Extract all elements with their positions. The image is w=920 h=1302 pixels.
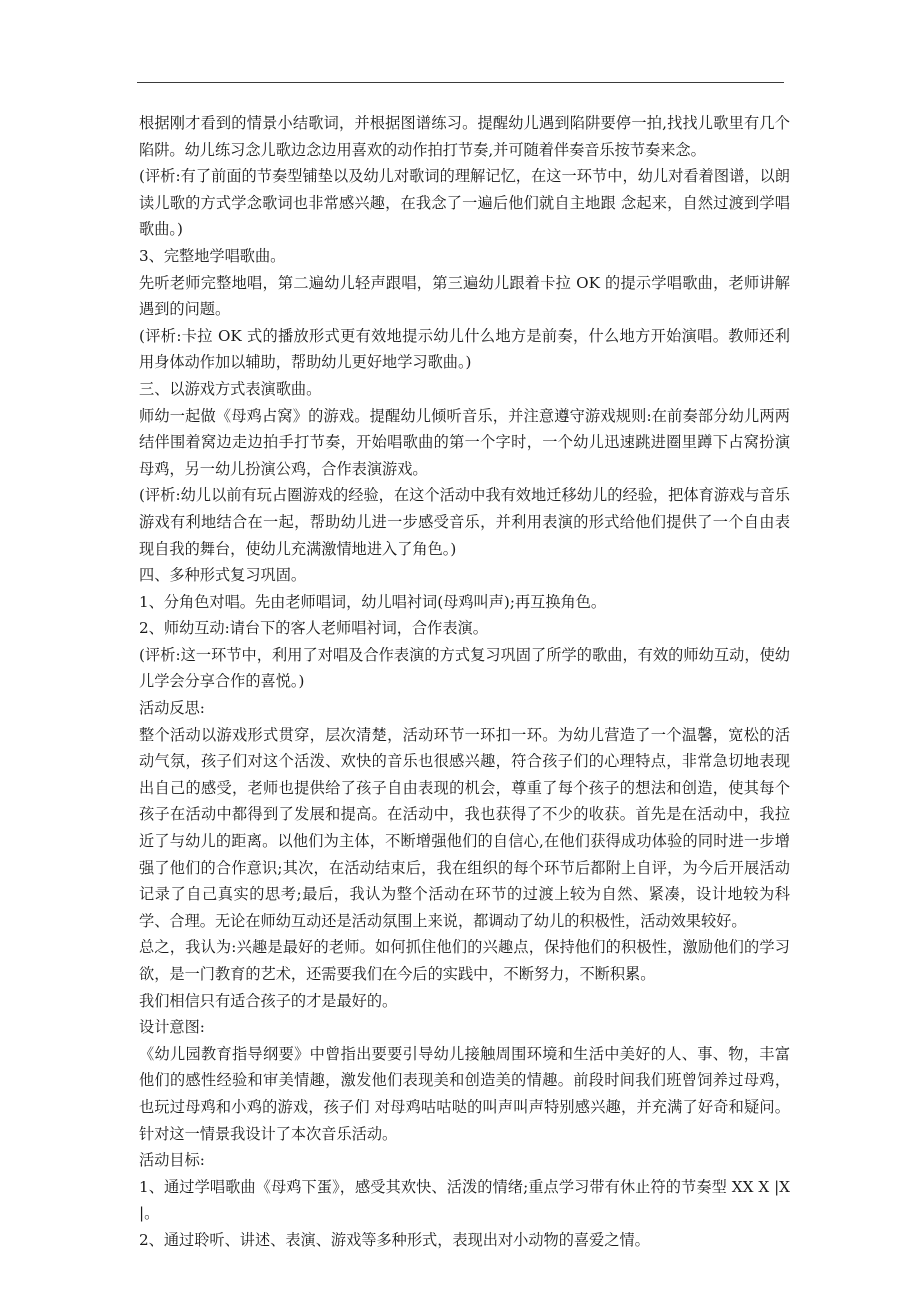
paragraph: (评析:有了前面的节奏型铺垫以及幼儿对歌词的理解记忆，在这一环节中，幼儿对看着图谱，以朗读儿歌的方式学念歌词也非常感兴趣，在我念了一遍后他们就自主地跟 念起来，自然过渡到学唱歌曲。) (139, 167, 790, 239)
paragraph: 整个活动以游戏形式贯穿，层次清楚，活动环节一环扣一环。为幼儿营造了一个温馨，宽松的活动气氛，孩子们对这个活泼、欢快的音乐也很感兴趣，符合孩子们的心理特点，非常急切地表现出自己的感受，老师也提供给了孩子自由表现的机会，尊重了每个孩子的想法和创造，使其每个孩子在活动中都得到了发展和提高。在活动中，我也获得了不少的收获。首先是在活动中，我拉近了与幼儿的距离。以他们为主体，不断增强他们的自信心,在他们获得成功体验的同时进一步增强了他们的合作意识;其次，在活动结束后，我在组织的每个环节后都附上自评，为今后开展活动记录了自己真实的思考;最后，我认为整个活动在环节的过渡上较为自然、紧凑，设计地较为科学、合理。无论在师幼互动还是活动氛围上来说，都调动了幼儿的积极性，活动效果较好。 (139, 725, 790, 930)
section-heading: 活动目标: (139, 1151, 205, 1170)
paragraph: 2、师幼互动:请台下的客人老师唱衬词，合作表演。 (139, 619, 488, 638)
paragraph: (评析:幼儿以前有玩占圈游戏的经验，在这个活动中我有效地迁移幼儿的经验，把体育游戏与音乐游戏有利地结合在一起，帮助幼儿进一步感受音乐，并利用表演的形式给他们提供了一个自由表现自我的舞台，使幼儿充满激情地进入了角色。) (139, 486, 790, 558)
section-heading: 活动反思: (139, 699, 205, 718)
paragraph: 3、完整地学唱歌曲。 (139, 246, 286, 265)
paragraph: 我们相信只有适合孩子的才是最好的。 (139, 991, 398, 1010)
section-heading: 四、多种形式复习巩固。 (139, 566, 307, 585)
section-heading: 三、以游戏方式表演歌曲。 (139, 379, 322, 398)
paragraph: 先听老师完整地唱，第二遍幼儿轻声跟唱，第三遍幼儿跟着卡拉 OK 的提示学唱歌曲，老师讲解遇到的问题。 (139, 273, 790, 319)
header-rule (137, 82, 784, 83)
document-body (139, 110, 790, 1254)
section-heading: 设计意图: (139, 1018, 205, 1037)
paragraph: 1、通过学唱歌曲《母鸡下蛋》，感受其欢快、活泼的情绪;重点学习带有休止符的节奏型 XX X |X |。 (139, 1177, 790, 1223)
paragraph: (评析:这一环节中，利用了对唱及合作表演的方式复习巩固了所学的歌曲，有效的师幼互动，使幼儿学会分享合作的喜悦。) (139, 645, 790, 691)
paragraph: 《幼儿园教育指导纲要》中曾指出要要引导幼儿接触周围环境和生活中美好的人、事、物，丰富他们的感性经验和审美情趣，激发他们表现美和创造美的情趣。前段时间我们班曾饲养过母鸡，也玩过母鸡和小鸡的游戏，孩子们 对母鸡咕咕哒的叫声叫声特别感兴趣，并充满了好奇和疑问。针对这一情景我设计了本次音乐活动。 (139, 1044, 790, 1143)
paragraph: 2、通过聆听、讲述、表演、游戏等多种形式，表现出对小动物的喜爱之情。 (139, 1230, 650, 1249)
paragraph: (评析:卡拉 OK 式的播放形式更有效地提示幼儿什么地方是前奏，什么地方开始演唱。教师还利用身体动作加以辅助，帮助幼儿更好地学习歌曲。) (139, 326, 790, 372)
paragraph: 总之，我认为:兴趣是最好的老师。如何抓住他们的兴趣点，保持他们的积极性，激励他们的学习欲，是一门教育的艺术，还需要我们在今后的实践中，不断努力，不断积累。 (139, 938, 790, 983)
paragraph: 1、分角色对唱。先由老师唱词，幼儿唱衬词(母鸡叫声);再互换角色。 (139, 592, 607, 611)
paragraph: 根据刚才看到的情景小结歌词，并根据图谱练习。提醒幼儿遇到陷阱要停一拍,找找儿歌里有几个陷阱。幼儿练习念儿歌边念边用喜欢的动作拍打节奏,并可随着伴奏音乐按节奏来念。 (139, 114, 790, 159)
paragraph: 师幼一起做《母鸡占窝》的游戏。提醒幼儿倾听音乐，并注意遵守游戏规则:在前奏部分幼儿两两结伴围着窝边走边拍手打节奏，开始唱歌曲的第一个字时，一个幼儿迅速跳进圈里蹲下占窝扮演母鸡，另一幼儿扮演公鸡，合作表演游戏。 (139, 406, 790, 478)
